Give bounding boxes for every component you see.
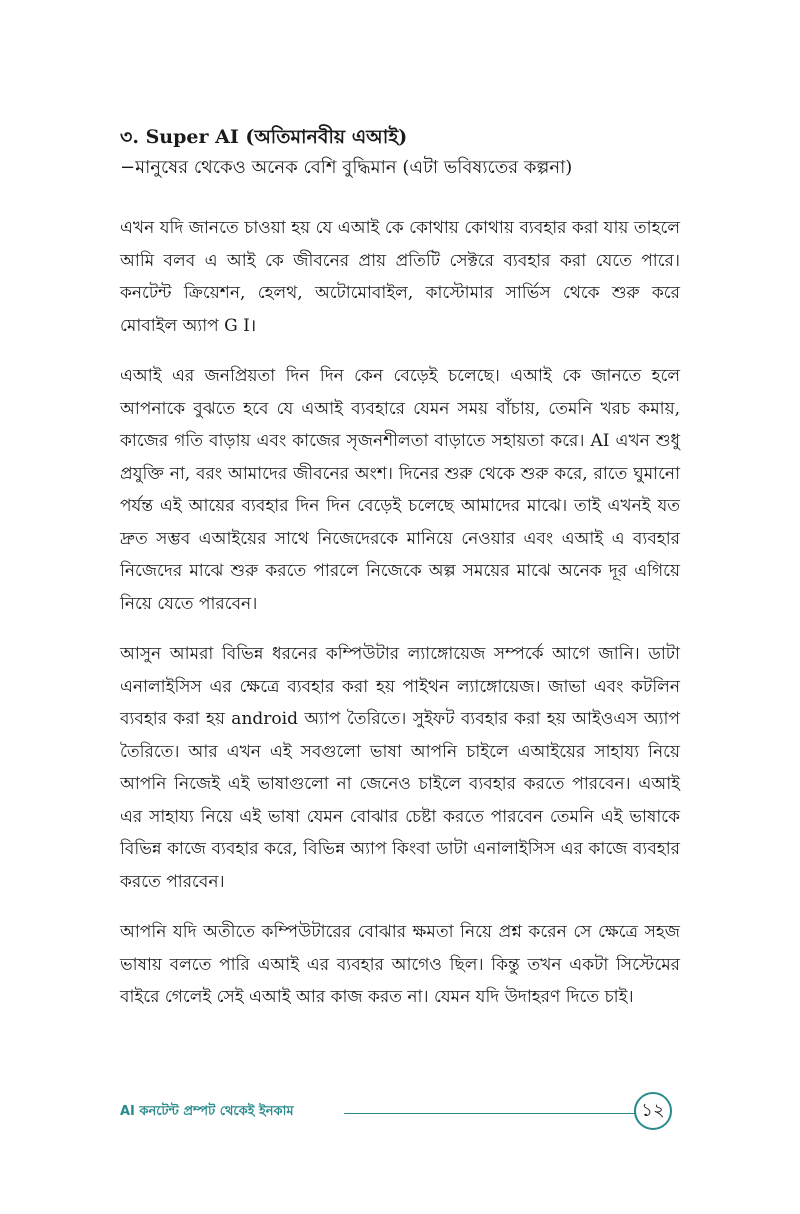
page-number: ১২ [641,1099,665,1121]
page-footer [120,1092,680,1132]
paragraph-2: এআই এর জনপ্রিয়তা দিন দিন কেন বেড়েই চলেছে। এআই কে জানতে হলে আপনাকে বুঝতে হবে যে এআই ব্যবহারে যেমন সময় বাঁচায়, তেমনি খরচ কমায়, কাজের গতি বাড়ায় এবং কাজের সৃজনশীলতা বাড়াতে সহায়তা করে। AI এখন শুধু প্রযুক্তি না, বরং আমাদের জীবনের অংশ। দিনের শুরু থেকে শুরু করে, রাতে ঘুমানো পর্যন্ত এই আয়ের ব্যবহার দিন দিন বেড়েই চলেছে আমাদের মাঝে। তাই এখনই যত দ্রুত সম্ভব এআইয়ের সাথে নিজেদেরকে মানিয়ে নেওয়ার এবং এআই এ ব্যবহার নিজেদের মাঝে শুরু করতে পারলে নিজেকে অল্প সময়ের মাঝে অনেক দূর এগিয়ে নিয়ে যেতে পারবেন। [120,366,680,614]
footer-rule [344,1113,636,1114]
page-number-badge [634,1092,672,1130]
page-body [120,122,680,1032]
section-heading: ৩. Super AI (অতিমানবীয় এআই) [120,126,408,148]
paragraph-3: আসুন আমরা বিভিন্ন ধরনের কম্পিউটার ল্যাঙ্গোয়েজ সম্পর্কে আগে জানি। ডাটা এনালাইসিস এর ক্ষেত্রে ব্যবহার করা হয় পাইথন ল্যাঙ্গোয়েজ। জাভা এবং কটলিন ব্যবহার করা হয় android অ্যাপ তৈরিতে। সুইফট ব্যবহার করা হয় আইওএস অ্যাপ তৈরিতে। আর এখন এই সবগুলো ভাষা আপনি চাইলে এআইয়ের সাহায্য নিয়ে আপনি নিজেই এই ভাষাগুলো না জেনেও চাইলে ব্যবহার করতে পারবেন। এআই এর সাহায্য নিয়ে এই ভাষা যেমন বোঝার চেষ্টা করতে পারবেন তেমনি এই ভাষাকে বিভিন্ন কাজে ব্যবহার করে, বিভিন্ন অ্যাপ কিংবা ডাটা এনালাইসিস এর কাজে ব্যবহার করতে পারবেন। [120,644,680,892]
book-title: AI কনটেন্ট প্রম্পট থেকেই ইনকাম [120,1104,294,1119]
section-subheading: −মানুষের থেকেও অনেক বেশি বুদ্ধিমান (এটা ভবিষ্যতের কল্পনা) [120,157,573,178]
paragraph-1: এখন যদি জানতে চাওয়া হয় যে এআই কে কোথায় কোথায় ব্যবহার করা যায় তাহলে আমি বলব এ আই কে জীবনের প্রায় প্রতিটি সেক্টরে ব্যবহার করা যেতে পারে।কনটেন্ট ক্রিয়েশন, হেলথ, অটোমোবাইল, কাস্টোমার সার্ভিস থেকে শুরু করে মোবাইল অ্যাপ G I। [120,218,680,336]
paragraph-4: আপনি যদি অতীতে কম্পিউটারের বোঝার ক্ষমতা নিয়ে প্রশ্ন করেন সে ক্ষেত্রে সহজ ভাষায় বলতে পারি এআই এর ব্যবহার আগেও ছিল। কিন্তু তখন একটা সিস্টেমের বাইরে গেলেই সেই এআই আর কাজ করত না। যেমন যদি উদাহরণ দিতে চাই। [120,922,680,1007]
